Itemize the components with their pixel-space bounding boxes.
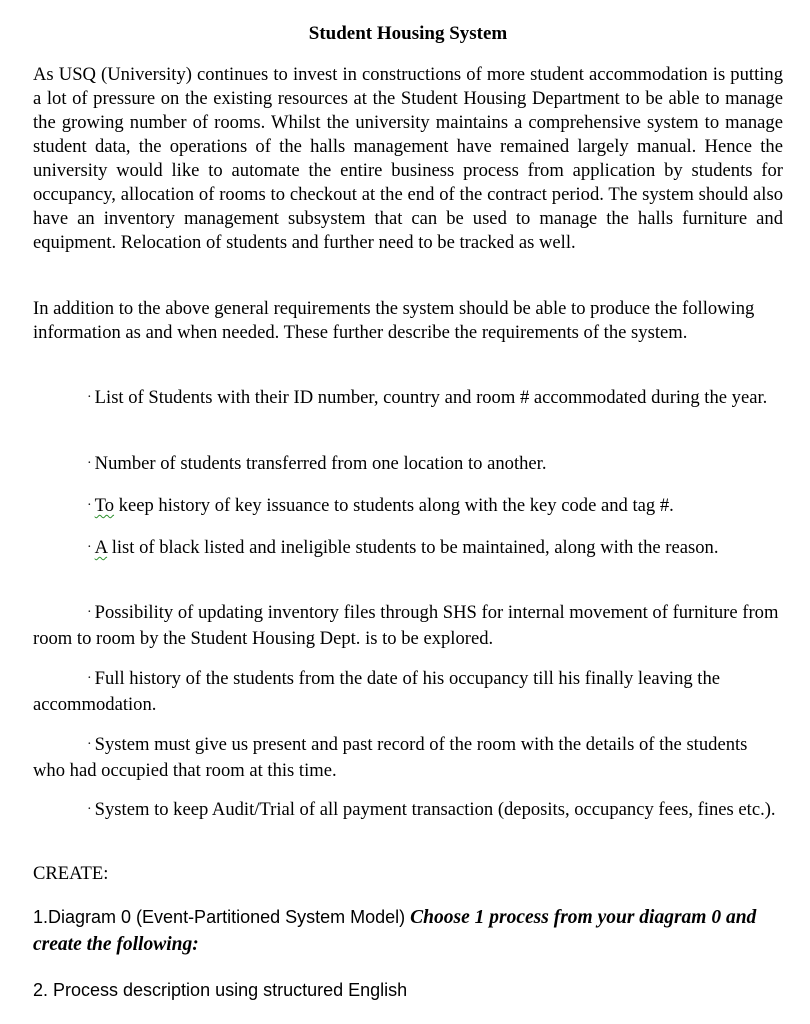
requirement-item xyxy=(33,536,783,562)
bullet-icon: · xyxy=(87,390,92,405)
requirement-item xyxy=(33,601,783,651)
requirement-text: List of Students with their ID number, country and room # accommodated during the year. xyxy=(94,387,768,408)
requirement-text: Full history of the students from the date of his occupancy till his finally leaving the accommodation. xyxy=(33,668,721,715)
bullet-icon: · xyxy=(87,456,92,471)
requirement-text: System to keep Audit/Trial of all payment transaction (deposits, occupancy fees, fines etc.). xyxy=(94,799,776,820)
bullet-icon: · xyxy=(87,737,92,752)
requirement-item xyxy=(33,494,783,520)
intro-paragraph: As USQ (University) continues to invest in constructions of more student accommodation is putting a lot of pressure on the existing resources at the Student Housing Department to be able to manage the growing number of rooms. Whilst the university maintains a comprehensive system to manage student data, the operations of the halls management have remained largely manual. Hence the university would like to automate the entire business process from application by students for occupancy, allocation of rooms to checkout at the end of the contract period. The system should also have an inventory management subsystem that can be used to manage the halls furniture and equipment. Relocation of students and further need to be tracked as well. xyxy=(33,64,783,253)
requirement-item xyxy=(33,733,783,783)
bullet-icon: · xyxy=(87,605,92,620)
requirement-text: Possibility of updating inventory files through SHS for internal movement of furniture from room to room by the Student Housing Dept. is to be explored. xyxy=(33,602,779,649)
task-item-diagram xyxy=(33,904,783,958)
bullet-icon: · xyxy=(87,671,92,686)
requirement-text: Number of students transferred from one location to another. xyxy=(94,453,547,474)
bullet-icon: · xyxy=(87,540,92,555)
bullet-icon: · xyxy=(87,802,92,817)
requirement-item xyxy=(33,452,783,478)
requirement-text: keep history of key issuance to students along with the key code and tag #. xyxy=(114,495,674,516)
requirement-item xyxy=(33,667,783,717)
requirement-text: System must give us present and past record of the room with the details of the students who had occupied that room at this time. xyxy=(33,734,748,781)
grammar-flagged-word[interactable]: To xyxy=(94,495,115,516)
requirement-text: list of black listed and ineligible students to be maintained, along with the reason. xyxy=(107,537,719,558)
grammar-flagged-word[interactable]: A xyxy=(94,537,108,558)
task-text: 1.Diagram 0 (Event-Partitioned System Model) xyxy=(33,907,411,927)
document-title: Student Housing System xyxy=(308,23,508,44)
task-emphasis: Choose 1 process from your diagram 0 and create the following: xyxy=(33,907,757,955)
task-text: 2. Process description using structured English xyxy=(33,980,408,1000)
create-heading: CREATE: xyxy=(33,863,109,884)
task-item-structured-english xyxy=(33,977,783,1004)
addition-paragraph: In addition to the above general requirements the system should be able to produce the following information as and when needed. These further describe the requirements of the system. xyxy=(33,298,755,343)
requirement-item xyxy=(33,798,783,824)
requirement-item xyxy=(33,386,783,412)
bullet-icon: · xyxy=(87,498,92,513)
